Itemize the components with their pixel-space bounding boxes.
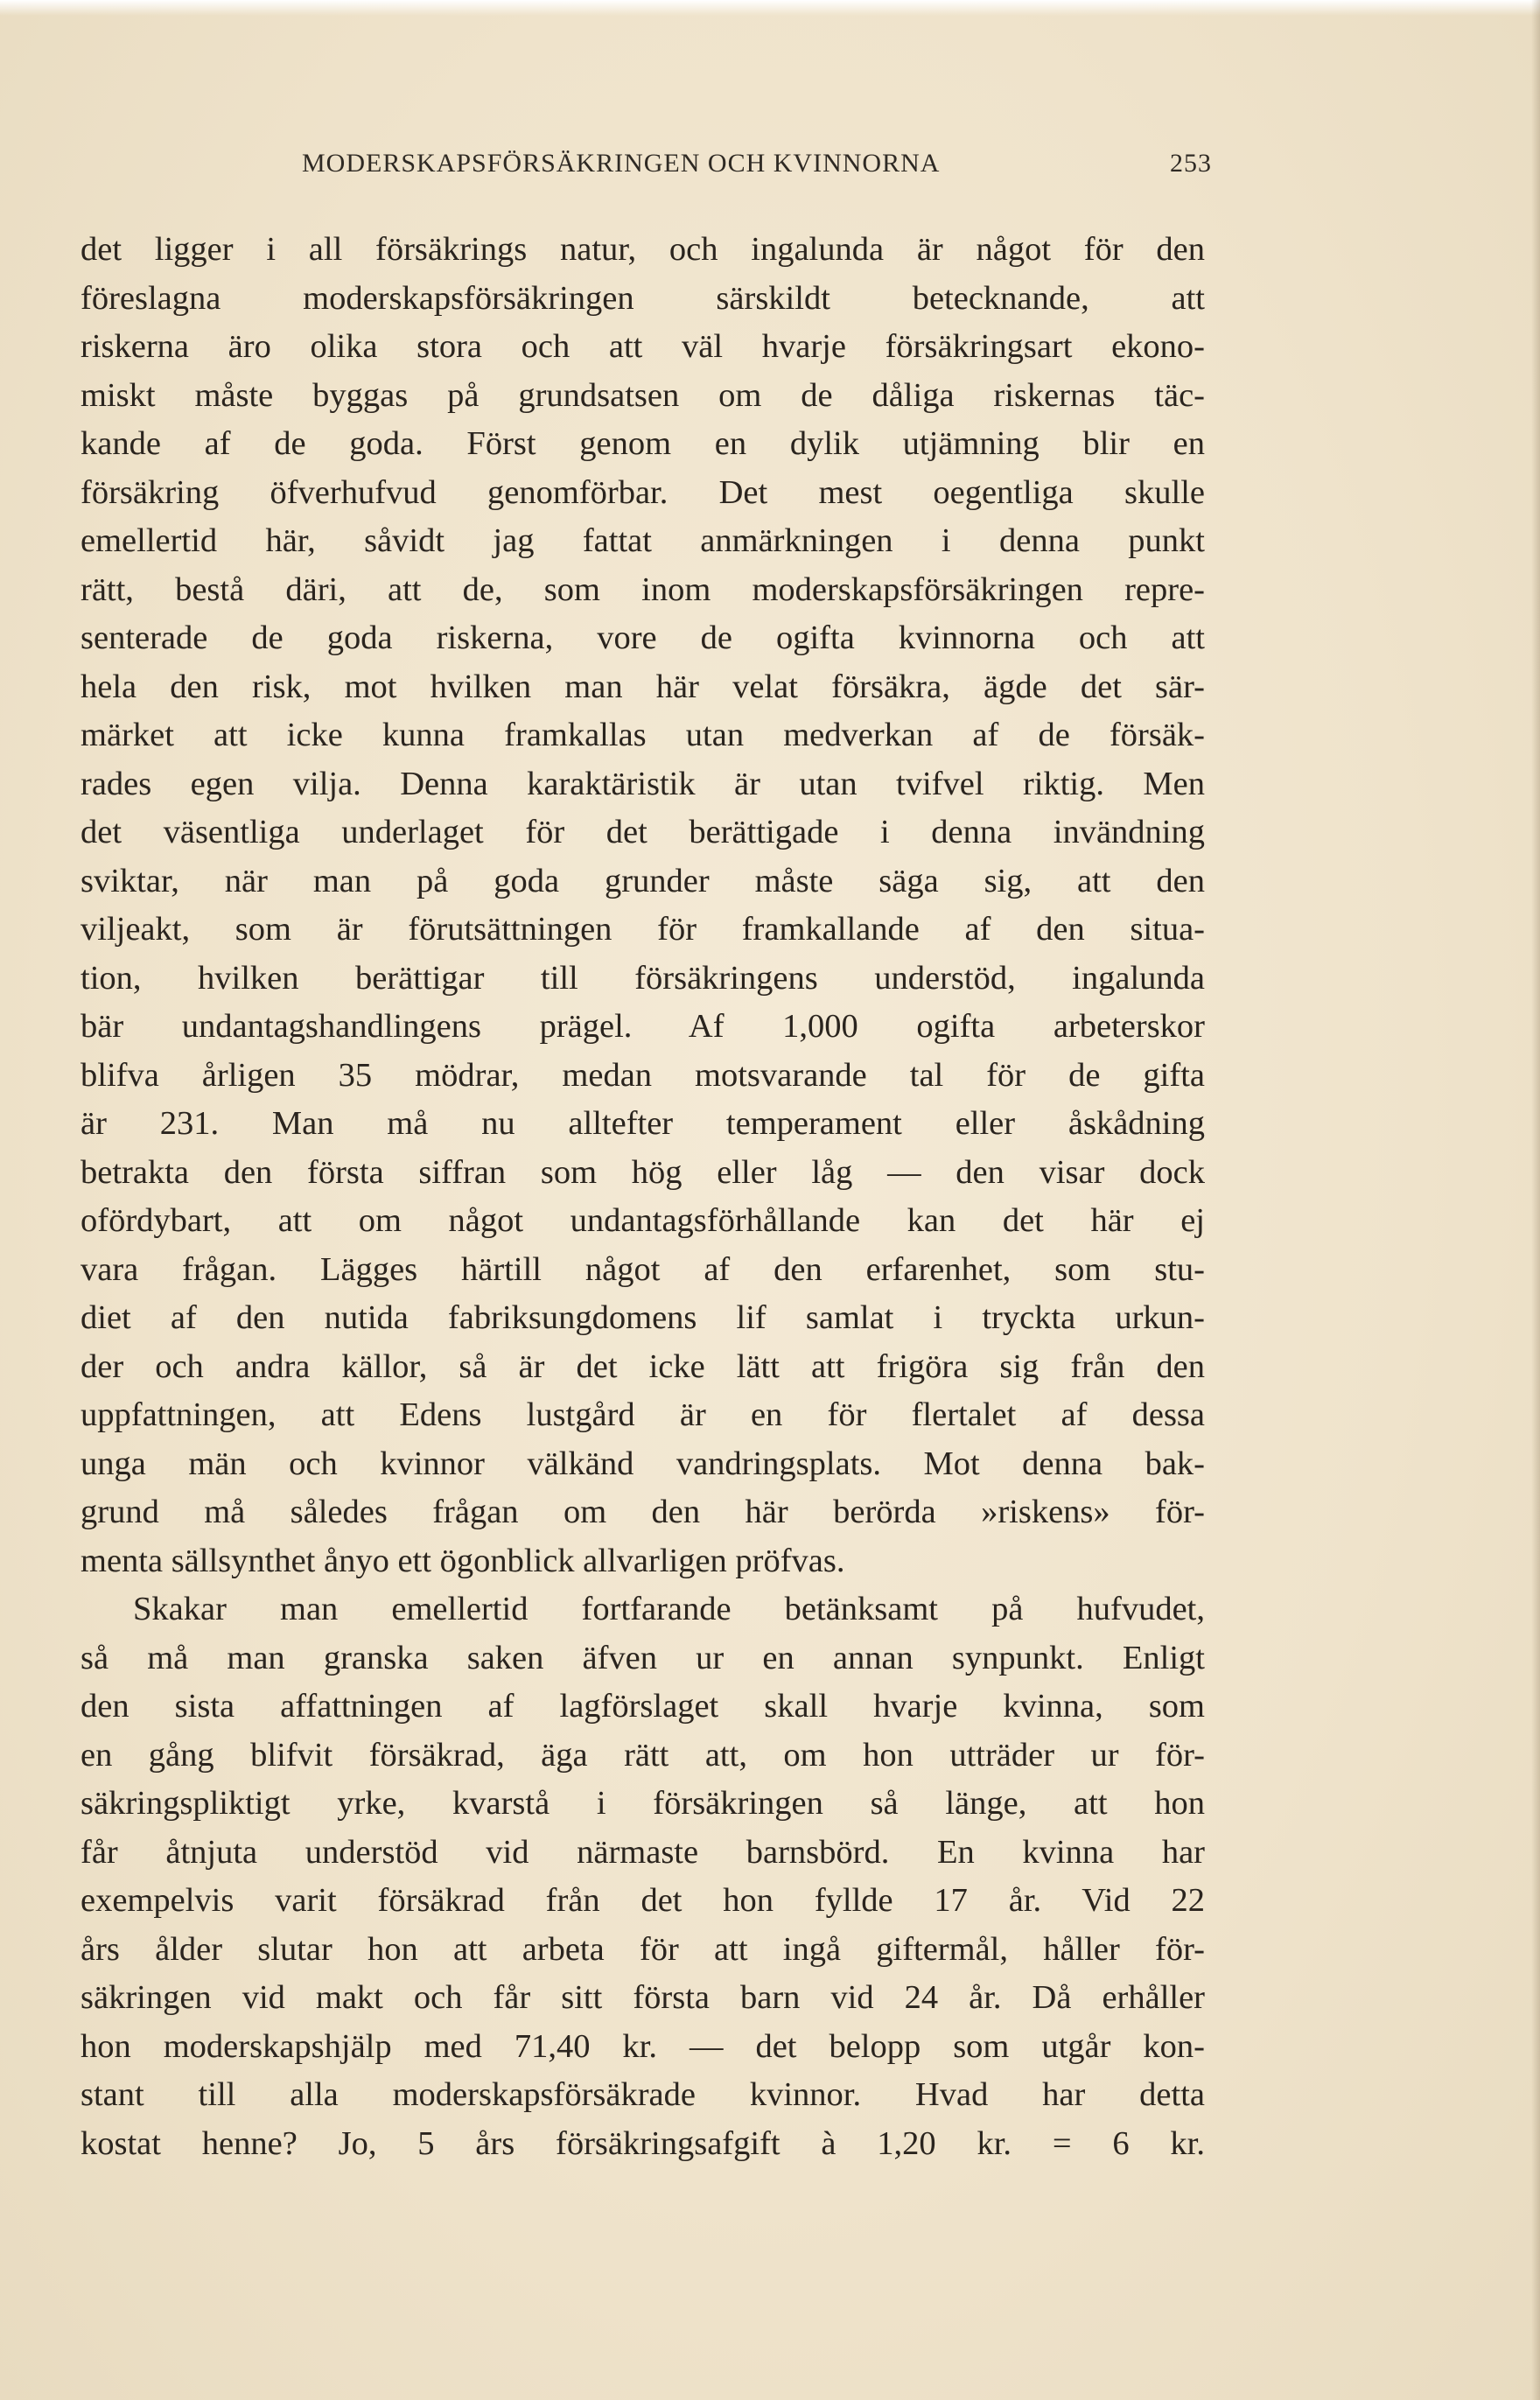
text-line: ofördybart, att om något undantagsförhållande kan det här ej (80, 1202, 1205, 1239)
text-line: uppfattningen, att Edens lustgård är en för flertalet af dessa (80, 1396, 1205, 1433)
text-line: en gång blifvit försäkrad, äga rätt att, om hon utträder ur för- (80, 1736, 1205, 1774)
text-line: försäkring öfverhufvud genomförbar. Det mest oegentliga skulle (80, 473, 1205, 511)
text-line: den sista affattningen af lagförslaget skall hvarje kvinna, som (80, 1688, 1205, 1725)
text-line: exempelvis varit försäkrad från det hon fyllde 17 år. Vid 22 (80, 1882, 1205, 1919)
text-line: är 231. Man må nu alltefter temperament eller åskådning (80, 1105, 1205, 1142)
text-line: kostat henne? Jo, 5 års försäkringsafgift à 1,20 kr. = 6 kr. (80, 2124, 1205, 2162)
text-line: menta sällsynthet ånyo ett ögonblick allvarligen pröfvas. (80, 1542, 845, 1579)
text-line: grund må således frågan om den här berörda »riskens» för- (80, 1494, 1205, 1530)
text-line: bär undantagshandlingens prägel. Af 1,000 ogifta arbeterskor (80, 1008, 1205, 1045)
page-number: 253 (1170, 149, 1212, 178)
text-line: miskt måste byggas på grundsatsen om de dåliga riskernas täc- (80, 376, 1205, 414)
text-line: viljeakt, som är förutsättningen för framkallande af den situa- (80, 911, 1205, 948)
text-line: vara frågan. Lägges härtill något af den erfarenhet, som stu- (80, 1250, 1205, 1288)
text-line: hon moderskapshjälp med 71,40 kr. — det belopp som utgår kon- (80, 2027, 1205, 2065)
text-line: betrakta den första siffran som hög eller låg — den visar dock (80, 1153, 1205, 1191)
text-line: der och andra källor, så är det icke lätt att frigöra sig från den (80, 1347, 1205, 1385)
text-line: så må man granska saken äfven ur en annan synpunkt. Enligt (80, 1639, 1205, 1676)
paragraph-1 (80, 226, 1205, 1585)
text-line: tion, hvilken berättigar till försäkringens understöd, ingalunda (80, 959, 1205, 997)
text-line: får åtnjuta understöd vid närmaste barnsbörd. En kvinna har (80, 1833, 1205, 1871)
text-line: det väsentliga underlaget för det berättigade i denna invändning (80, 814, 1205, 850)
text-line: emellertid här, såvidt jag fattat anmärkningen i denna punkt (80, 522, 1205, 559)
text-line: det ligger i all försäkrings natur, och ingalunda är något för den (80, 231, 1205, 268)
text-line: Skakar man emellertid fortfarande betänksamt på hufvudet, (133, 1591, 1205, 1627)
text-line: föreslagna moderskapsförsäkringen särskildt betecknande, att (80, 279, 1205, 317)
text-line: senterade de goda riskerna, vore de ogifta kvinnorna och att (80, 619, 1205, 656)
text-line: sviktar, när man på goda grunder måste säga sig, att den (80, 862, 1205, 899)
text-line: riskerna äro olika stora och att väl hvarje försäkringsart ekono- (80, 328, 1205, 365)
text-line: blifva årligen 35 mödrar, medan motsvarande tal för de gifta (80, 1056, 1205, 1094)
text-line: diet af den nutida fabriksungdomens lif samlat i tryckta urkun- (80, 1299, 1205, 1336)
text-line: säkringspliktigt yrke, kvarstå i försäkringen så länge, att hon (80, 1785, 1205, 1822)
text-line: stant till alla moderskapsförsäkrade kvinnor. Hvad har detta (80, 2076, 1205, 2113)
text-line: års ålder slutar hon att arbeta för att ingå giftermål, håller för- (80, 1930, 1205, 1968)
text-line: hela den risk, mot hvilken man här velat försäkra, ägde det sär- (80, 668, 1205, 705)
running-title: MODERSKAPSFÖRSÄKRINGEN OCH KVINNORNA (302, 149, 941, 178)
text-line: kande af de goda. Först genom en dylik utjämning blir en (80, 425, 1205, 462)
text-line: säkringen vid makt och får sitt första barn vid 24 år. Då erhåller (80, 1979, 1205, 2016)
text-line: rades egen vilja. Denna karaktäristik är utan tvifvel riktig. Men (80, 765, 1205, 802)
running-head (302, 149, 1212, 187)
text-line: rätt, bestå däri, att de, som inom moderskapsförsäkringen repre- (80, 570, 1205, 608)
text-line: unga män och kvinnor välkänd vandringsplats. Mot denna bak- (80, 1445, 1205, 1482)
text-line: märket att icke kunna framkallas utan medverkan af de försäk- (80, 717, 1205, 753)
paragraph-2 (80, 1585, 1205, 2168)
body-text (80, 226, 1205, 2168)
